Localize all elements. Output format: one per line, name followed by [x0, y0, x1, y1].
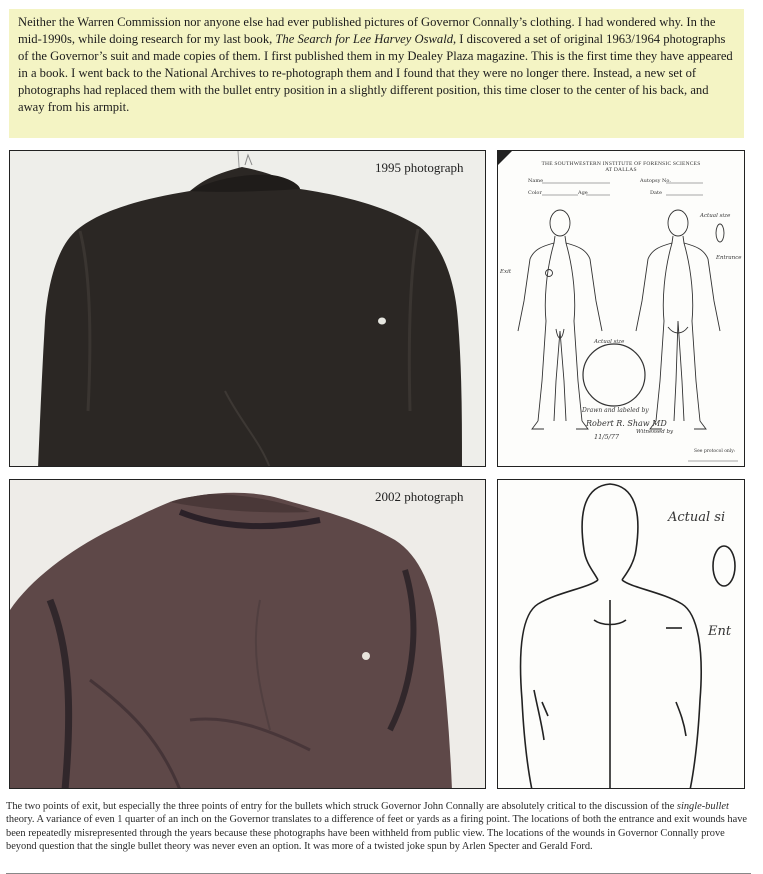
photo-2002-label: 2002 photograph [375, 489, 464, 504]
note-entrance: Entrance [716, 255, 742, 261]
footer-part2: theory. A variance of even 1 quarter of an inch on the Governor translates to a difference of feet or yards as a firing point. The locations of both the entrance and exit wounds have been repeatedly misrepresented through the years because these photographs have been withheld from public view. The locations of the wounds in Governor Connally prove beyond question that the single bullet theory was never even an option. It was more of a twisted joke spun by Arlen Specter and Gerald Ford. [6, 814, 748, 853]
autopsy-body-diagram [497, 150, 745, 467]
jacket-2002-image [10, 480, 486, 789]
note-date: 11/5/77 [594, 433, 620, 441]
footer-part1: The two points of exit, but especially the three points of entry for the bullets which struck Governor John Connally are absolutely critical to the discussion of the [6, 801, 677, 812]
diagram-header-line2: AT DALLAS [605, 167, 637, 173]
photo-1995-label: 1995 photograph [375, 160, 464, 175]
photo-2002-jacket [9, 479, 486, 789]
diagram-header-line1: THE SOUTHWESTERN INSTITUTE OF FORENSIC SCIENCES [541, 161, 701, 167]
note-signature: Robert R. Shaw MD [586, 419, 667, 428]
jacket-1995-image [10, 151, 486, 467]
note-exit: Exit [500, 269, 512, 275]
field-date-label: Date [650, 190, 662, 196]
intro-text-box [9, 9, 744, 138]
zoom-note-entrance: Ent [708, 624, 732, 639]
field-name-label: Name [528, 178, 544, 184]
note-drawn-by: Drawn and labeled by [582, 407, 649, 414]
diagram-header [498, 161, 744, 173]
field-age-label: Age [578, 190, 588, 196]
note-actual-size: Actual size [700, 213, 731, 219]
footer-caption [6, 800, 751, 854]
note-actual-size-2: Actual size [594, 339, 625, 345]
field-color-label: Color [528, 190, 542, 196]
note-protocol: See protocol only: [694, 449, 736, 454]
book-title: The Search for Lee Harvey Oswald [275, 31, 453, 46]
footer-italic-term: single-bullet [676, 801, 729, 812]
intro-text-part2: , I discovered a set of original 1963/1964 photographs of the Governor’s suit and made copies of them. I first published them in my Dealey Plaza magazine. This is the first time they have appeared in a book. I went back to the National Archives to re-photograph them and I found that they were no longer there. Instead, a new set of photographs had replaced them with the bullet entry position in a slightly different position, this time closer to the center of his back, and away from his armpit. [18, 31, 733, 114]
intro-text-part1: Neither the Warren Commission nor anyone else had ever published pictures of Governor Connally’s clothing. I had wondered why. In the mid-1990s, while doing research for my last book, [18, 15, 716, 46]
field-autopsy-label: Autopsy No. [640, 178, 671, 184]
autopsy-back-diagram-zoom [497, 479, 745, 789]
note-witness: Witnessed by [636, 429, 674, 435]
photo-1995-jacket [9, 150, 486, 467]
zoom-note-actual-size: Actual si [668, 510, 726, 525]
